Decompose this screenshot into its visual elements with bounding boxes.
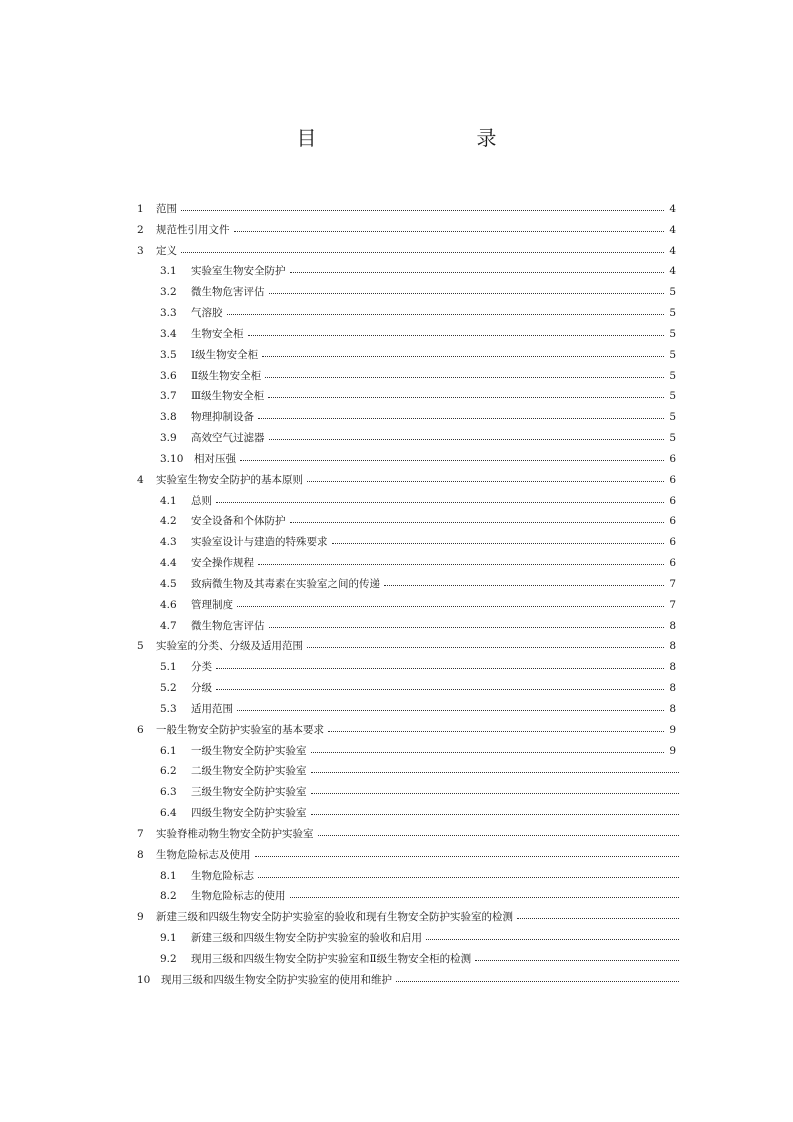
toc-entry-label: Ⅲ级生物安全柜	[191, 390, 265, 403]
toc-entry-number: 4.5	[160, 577, 177, 590]
toc-entry[interactable]	[160, 282, 676, 302]
dot-leader	[240, 459, 664, 461]
toc-entry-label: 实验室的分类、分级及适用范围	[156, 640, 303, 653]
toc-entry-number: 3.2	[160, 286, 177, 299]
toc-entry-page: 5	[669, 432, 676, 445]
toc-entry[interactable]	[137, 824, 683, 844]
toc-entry-label: 物理抑制设备	[191, 411, 254, 424]
dot-leader	[307, 480, 664, 482]
toc-entry-page: 4	[669, 244, 676, 257]
toc-entry[interactable]	[160, 949, 683, 969]
toc-entry-label: 二级生物安全防护实验室	[191, 765, 307, 778]
toc-entry[interactable]	[160, 532, 676, 552]
toc-entry[interactable]	[137, 470, 676, 490]
toc-entry-number: 9	[137, 911, 144, 924]
toc-entry-label: 生物危险标志	[191, 869, 254, 882]
dot-leader	[396, 980, 679, 982]
dot-leader	[237, 605, 664, 607]
toc-entry-page: 5	[669, 307, 676, 320]
toc-entry[interactable]	[137, 720, 676, 740]
dot-leader	[255, 855, 680, 857]
toc-entry-page: 5	[669, 369, 676, 382]
toc-entry-label: 总则	[191, 494, 212, 507]
toc-entry-page: 8	[669, 682, 676, 695]
dot-leader	[311, 751, 665, 753]
dot-leader	[328, 730, 664, 732]
dot-leader	[318, 834, 680, 836]
toc-entry-number: 5.1	[160, 661, 177, 674]
toc-entry-number: 3.8	[160, 411, 177, 424]
toc-entry-page: 4	[669, 203, 676, 215]
toc-entry-label: 范围	[156, 203, 177, 215]
toc-entry-page: 7	[669, 598, 676, 611]
toc-entry[interactable]	[160, 928, 683, 948]
toc-entry-page: 6	[669, 494, 676, 507]
toc-entry-page: 5	[669, 348, 676, 361]
toc-entry[interactable]	[137, 907, 683, 927]
dot-leader	[227, 313, 665, 315]
dot-leader	[181, 209, 664, 211]
toc-entry-label: 生物危险标志及使用	[156, 848, 251, 861]
toc-entry-page: 8	[669, 661, 676, 674]
toc-entry-page: 9	[669, 723, 676, 736]
toc-entry-number: 3.5	[160, 348, 177, 361]
toc-entry[interactable]	[160, 616, 676, 636]
toc-entry-number: 3.1	[160, 265, 177, 278]
toc-entry-label: 新建三级和四级生物安全防护实验室的验收和启用	[191, 932, 422, 945]
toc-entry[interactable]	[137, 241, 676, 261]
toc-entry[interactable]	[137, 845, 683, 865]
toc-entry-page: 9	[669, 744, 676, 757]
dot-leader	[181, 251, 664, 253]
toc-entry-number: 4.7	[160, 619, 177, 632]
dot-leader	[384, 584, 664, 586]
toc-entry-label: 实验室生物安全防护的基本原则	[156, 473, 303, 486]
toc-entry-number: 6	[137, 723, 144, 736]
toc-entry-number: 4.1	[160, 494, 177, 507]
toc-entry[interactable]	[137, 220, 676, 240]
dot-leader	[268, 396, 664, 398]
toc-entry[interactable]	[160, 761, 683, 781]
toc-entry-label: 一级生物安全防护实验室	[191, 744, 307, 757]
dot-leader	[311, 792, 680, 794]
dot-leader	[258, 876, 679, 878]
toc-entry-number: 5.3	[160, 702, 177, 715]
toc-entry[interactable]	[160, 407, 676, 427]
dot-leader	[269, 292, 665, 294]
toc-entry-number: 4.6	[160, 598, 177, 611]
dot-leader	[290, 896, 680, 898]
toc-entry-label: 微生物危害评估	[191, 286, 265, 299]
toc-entry-label: 定义	[156, 244, 177, 257]
toc-entry[interactable]	[160, 699, 676, 719]
toc-entry[interactable]	[137, 970, 683, 990]
toc-entry-number: 4.2	[160, 515, 177, 528]
dot-leader	[258, 563, 664, 565]
toc-entry-label: 适用范围	[191, 702, 233, 715]
toc-entry-label: 实验室设计与建造的特殊要求	[191, 536, 328, 549]
toc-entry-number: 3.9	[160, 432, 177, 445]
toc-entry-number: 6.4	[160, 807, 177, 820]
dot-leader	[234, 230, 665, 232]
toc-entry[interactable]	[137, 636, 676, 656]
toc-entry-label: 一般生物安全防护实验室的基本要求	[156, 723, 324, 736]
toc-entry[interactable]	[160, 303, 676, 323]
dot-leader	[248, 334, 665, 336]
toc-entry-number: 3.7	[160, 390, 177, 403]
toc-entry-page: 8	[669, 619, 676, 632]
dot-leader	[311, 771, 680, 773]
toc-entry-label: 相对压强	[194, 452, 236, 465]
dot-leader	[475, 959, 679, 961]
toc-entry-label: 现用三级和四级生物安全防护实验室和Ⅱ级生物安全柜的检测	[191, 952, 472, 965]
toc-entry-label: 四级生物安全防护实验室	[191, 807, 307, 820]
dot-leader	[269, 438, 665, 440]
toc-entry-number: 4.4	[160, 557, 177, 570]
toc-entry-page: 6	[669, 557, 676, 570]
toc-entry[interactable]	[160, 449, 676, 469]
toc-entry-label: 实验脊椎动物生物安全防护实验室	[156, 827, 314, 840]
toc-entry-page: 5	[669, 390, 676, 403]
toc-entry-label: 气溶胶	[191, 307, 223, 320]
toc-entry-label: 新建三级和四级生物安全防护实验室的验收和现有生物安全防护实验室的检测	[156, 911, 513, 924]
toc-entry-label: 分类	[191, 661, 212, 674]
toc-entry-page: 5	[669, 286, 676, 299]
toc-entry-page: 4	[669, 223, 676, 236]
toc-entry[interactable]	[160, 386, 676, 406]
toc-entry-label: Ⅰ级生物安全柜	[191, 348, 259, 361]
toc-entry-number: 8.2	[160, 890, 177, 903]
toc-entry[interactable]	[160, 511, 676, 531]
toc-entry-page: 4	[669, 265, 676, 278]
toc-entry-number: 6.1	[160, 744, 177, 757]
toc-entry[interactable]	[160, 428, 676, 448]
toc-entry-label: 管理制度	[191, 598, 233, 611]
toc-entry[interactable]	[160, 595, 676, 615]
toc-entry-label: 生物安全柜	[191, 327, 244, 340]
toc-entry-page: 6	[669, 452, 676, 465]
dot-leader	[307, 646, 664, 648]
toc-entry[interactable]	[160, 886, 683, 906]
toc-entry-label: 生物危险标志的使用	[191, 890, 286, 903]
toc-entry[interactable]	[160, 491, 676, 511]
toc-entry-page: 6	[669, 515, 676, 528]
toc-entry-number: 3.3	[160, 307, 177, 320]
dot-leader	[237, 709, 664, 711]
toc-entry-page: 6	[669, 536, 676, 549]
toc-entry-number: 2	[137, 223, 144, 236]
toc-entry-page: 7	[669, 577, 676, 590]
toc-entry[interactable]	[160, 261, 676, 281]
toc-entry[interactable]	[160, 324, 676, 344]
toc-entry[interactable]	[160, 741, 676, 761]
toc-entry-label: 分级	[191, 682, 212, 695]
dot-leader	[269, 626, 665, 628]
toc-entry[interactable]	[160, 553, 676, 573]
toc-entry[interactable]	[160, 678, 676, 698]
toc-entry-number: 5.2	[160, 682, 177, 695]
toc-entry-number: 1	[137, 203, 144, 215]
toc-entry-number: 3	[137, 244, 144, 257]
toc-entry-page: 8	[669, 702, 676, 715]
dot-leader	[426, 938, 679, 940]
dot-leader	[311, 813, 680, 815]
toc-entry-label: 规范性引用文件	[156, 223, 230, 236]
toc-entry[interactable]	[160, 366, 676, 386]
toc-entry[interactable]	[160, 866, 683, 886]
toc-entry[interactable]	[160, 345, 676, 365]
dot-leader	[332, 542, 665, 544]
toc-entry-number: 8.1	[160, 869, 177, 882]
toc-entry-number: 7	[137, 827, 144, 840]
dot-leader	[258, 417, 664, 419]
toc-entry-label: 实验室生物安全防护	[191, 265, 286, 278]
toc-entry-label: 三级生物安全防护实验室	[191, 786, 307, 799]
toc-entry-number: 9.2	[160, 952, 177, 965]
toc-entry[interactable]	[160, 782, 683, 802]
toc-entry-page: 5	[669, 411, 676, 424]
toc-entry-number: 8	[137, 848, 144, 861]
toc-entry-label: 安全操作规程	[191, 557, 254, 570]
toc-entry-number: 4.3	[160, 536, 177, 549]
toc-entry[interactable]	[160, 657, 676, 677]
dot-leader	[216, 501, 664, 503]
toc-entry-label: 安全设备和个体防护	[191, 515, 286, 528]
toc-entry-number: 3.10	[160, 452, 184, 465]
toc-entry-number: 10	[137, 973, 151, 986]
dot-leader	[262, 355, 664, 357]
dot-leader	[290, 271, 665, 273]
dot-leader	[265, 376, 664, 378]
dot-leader	[216, 688, 664, 690]
toc-entry-label: Ⅱ级生物安全柜	[191, 369, 262, 382]
toc-entry[interactable]	[160, 803, 683, 823]
page-title: 目 录	[296, 126, 537, 150]
dot-leader	[517, 917, 679, 919]
toc-entry-number: 6.2	[160, 765, 177, 778]
toc-entry-number: 3.6	[160, 369, 177, 382]
toc-entry-number: 6.3	[160, 786, 177, 799]
dot-leader	[216, 667, 664, 669]
toc-entry-page: 8	[669, 640, 676, 653]
toc-entry[interactable]	[137, 199, 676, 219]
toc-entry-page: 5	[669, 327, 676, 340]
toc-entry-number: 3.4	[160, 327, 177, 340]
toc-entry-number: 9.1	[160, 932, 177, 945]
toc-entry-label: 微生物危害评估	[191, 619, 265, 632]
toc-entry-label: 高效空气过滤器	[191, 432, 265, 445]
dot-leader	[290, 521, 665, 523]
toc-entry[interactable]	[160, 574, 676, 594]
toc-entry-number: 4	[137, 473, 144, 486]
toc-entry-label: 致病微生物及其毒素在实验室之间的传递	[191, 577, 380, 590]
toc-entry-label: 现用三级和四级生物安全防护实验室的使用和维护	[161, 973, 392, 986]
toc-entry-page: 6	[669, 473, 676, 486]
toc-entry-number: 5	[137, 640, 144, 653]
